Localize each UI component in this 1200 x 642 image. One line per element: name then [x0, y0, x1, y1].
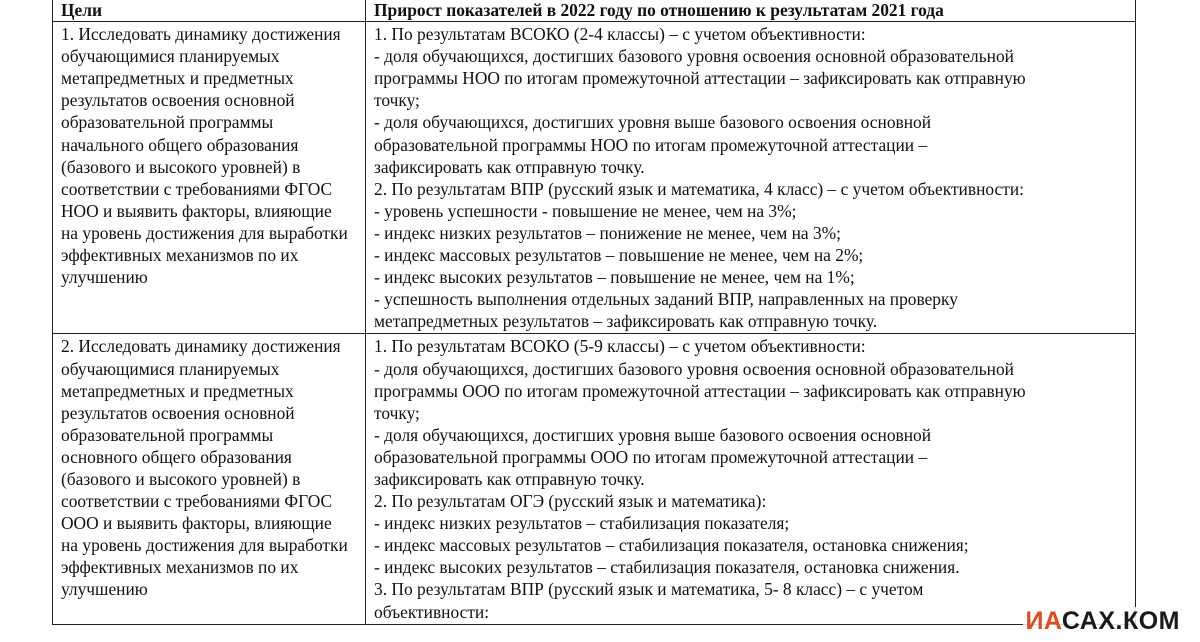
growth-cell-line: объективности:	[374, 601, 490, 622]
growth-cell-line: образовательной программы НОО по итогам промежуточной аттестации –	[374, 134, 928, 155]
growth-cell-line: 1. По результатам ВСОКО (2-4 классы) – с учетом объективности:	[374, 24, 866, 45]
goal-cell-line: основного общего образования	[61, 446, 292, 467]
growth-cell-line: - доля обучающихся, достигших базового уровня освоения основной образовательной	[374, 46, 1014, 67]
growth-cell-line: метапредметных результатов – зафиксировать как отправную точку.	[374, 311, 878, 332]
watermark-logo	[1023, 607, 1182, 636]
growth-cell-line: 2. По результатам ВПР (русский язык и математика, 4 класс) – с учетом объективности:	[374, 178, 1024, 199]
growth-cell-line: - успешность выполнения отдельных заданий ВПР, направленных на проверку	[374, 289, 958, 310]
goal-cell-line: результатов освоения основной	[61, 90, 295, 111]
goal-cell	[53, 334, 366, 624]
table-header-row	[53, 0, 1136, 22]
goals-table	[52, 0, 1136, 625]
table-row	[53, 22, 1136, 334]
goal-cell-line: на уровень достижения для выработки	[61, 222, 348, 243]
growth-cell-line: 2. По результатам ОГЭ (русский язык и математика):	[374, 491, 767, 512]
growth-cell-line: - индекс низких результатов – стабилизация показателя;	[374, 513, 790, 534]
table-row	[53, 334, 1136, 624]
goal-cell-line: улучшению	[61, 267, 148, 288]
goal-cell	[53, 22, 366, 334]
growth-cell-line: - индекс массовых результатов – стабилизация показателя, остановка снижения;	[374, 535, 969, 556]
goal-cell-line: 1. Исследовать динамику достижения	[61, 24, 341, 45]
goal-cell-line: 2. Исследовать динамику достижения	[61, 336, 341, 357]
growth-cell-line: - доля обучающихся, достигших базового уровня освоения основной образовательной	[374, 358, 1014, 379]
growth-cell-line: зафиксировать как отправную точку.	[374, 156, 645, 177]
growth-cell-line: программы ООО по итогам промежуточной аттестации – зафиксировать как отправную	[374, 380, 1026, 401]
growth-cell-line: - индекс низких результатов – понижение не менее, чем на 3%;	[374, 222, 841, 243]
goal-cell-line: образовательной программы	[61, 112, 274, 133]
goal-cell-line: ООО и выявить факторы, влияющие	[61, 513, 332, 534]
goal-cell-line: обучающимися планируемых	[61, 358, 280, 379]
goal-cell-line: на уровень достижения для выработки	[61, 535, 348, 556]
goal-cell-line: начального общего образования	[61, 134, 299, 155]
growth-cell-line: программы НОО по итогам промежуточной аттестации – зафиксировать как отправную	[374, 68, 1026, 89]
goal-cell-line: соответствии с требованиями ФГОС	[61, 491, 333, 512]
growth-cell-line: 1. По результатам ВСОКО (5-9 классы) – с учетом объективности:	[374, 336, 866, 357]
growth-cell-line: - индекс высоких результатов – стабилизация показателя, остановка снижения.	[374, 557, 960, 578]
growth-cell-line: - индекс массовых результатов – повышение не менее, чем на 2%;	[374, 245, 864, 266]
goal-cell-line: эффективных механизмов по их	[61, 245, 299, 266]
growth-cell-line: - доля обучающихся, достигших уровня выше базового освоения основной	[374, 424, 932, 445]
goal-cell-line: соответствии с требованиями ФГОС	[61, 178, 333, 199]
growth-cell-line: - уровень успешности - повышение не менее, чем на 3%;	[374, 200, 797, 221]
goal-cell-line: метапредметных и предметных	[61, 68, 294, 89]
goal-cell-line: (базового и высокого уровней) в	[61, 156, 301, 177]
goal-cell-line: обучающимися планируемых	[61, 46, 280, 67]
growth-cell-line: образовательной программы ООО по итогам промежуточной аттестации –	[374, 446, 928, 467]
watermark-part1: ИА	[1025, 607, 1062, 635]
goal-cell-line: результатов освоения основной	[61, 402, 295, 423]
growth-cell-line: точку;	[374, 90, 420, 111]
goal-cell-line: метапредметных и предметных	[61, 380, 294, 401]
watermark-part2: САХ.КОМ	[1061, 607, 1180, 635]
growth-cell-line: зафиксировать как отправную точку.	[374, 468, 645, 489]
goal-cell-line: эффективных механизмов по их	[61, 557, 299, 578]
growth-cell-line: - доля обучающихся, достигших уровня выше базового освоения основной	[374, 112, 932, 133]
growth-cell-line: - индекс высоких результатов – повышение не менее, чем на 1%;	[374, 267, 855, 288]
header-growth: Прирост показателей в 2022 году по отношению к результатам 2021 года	[366, 0, 1136, 22]
header-goals: Цели	[53, 0, 366, 22]
growth-cell-line: точку;	[374, 402, 420, 423]
growth-cell	[366, 22, 1136, 334]
growth-cell	[366, 334, 1136, 624]
growth-cell-line: 3. По результатам ВПР (русский язык и математика, 5- 8 класс) – с учетом	[374, 579, 924, 600]
goal-cell-line: (базового и высокого уровней) в	[61, 468, 301, 489]
goal-cell-line: НОО и выявить факторы, влияющие	[61, 200, 332, 221]
goal-cell-line: образовательной программы	[61, 424, 274, 445]
goal-cell-line: улучшению	[61, 579, 148, 600]
